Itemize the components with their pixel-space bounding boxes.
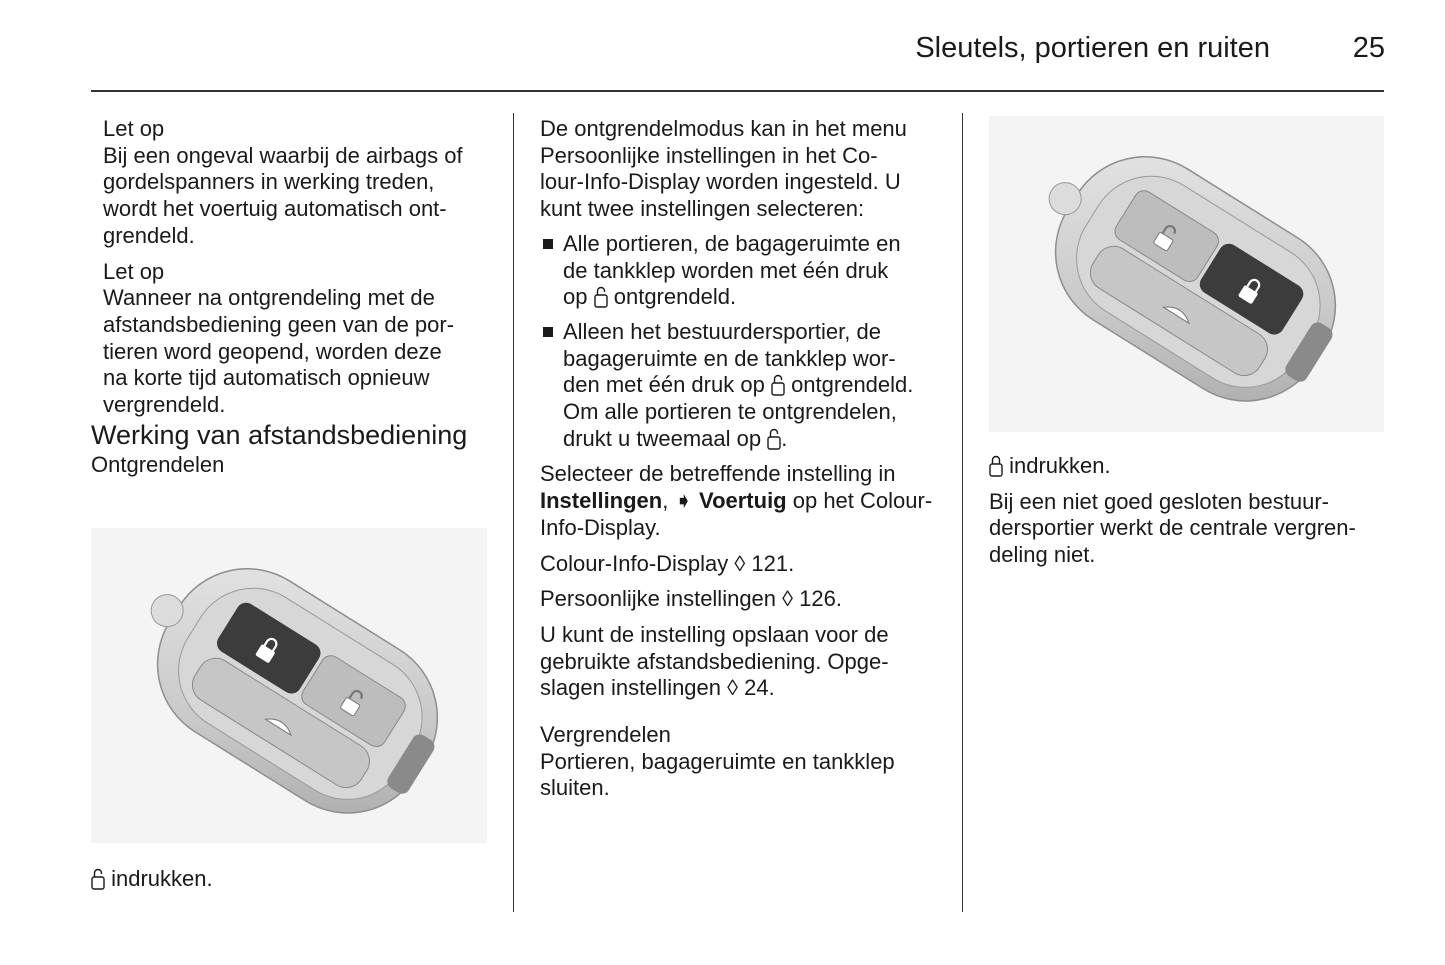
note-line: Wanneer na ontgrendeling met de	[103, 285, 435, 311]
note-line: Bij een ongeval waarbij de airbags of	[103, 142, 463, 168]
paragraph-line: deling niet.	[989, 542, 1096, 568]
page-number: 25	[1352, 32, 1385, 64]
bullet-marker	[543, 327, 553, 337]
column-middle	[540, 116, 940, 802]
unlock-icon	[767, 428, 781, 450]
unlock-icon	[771, 374, 785, 396]
cross-reference: Colour-Info-Display ◊ 121.	[540, 550, 795, 576]
paragraph-line	[540, 488, 940, 515]
paragraph-text: op het Colour-	[786, 488, 933, 514]
bullet-text: den met één druk op	[563, 372, 765, 398]
intro-line: lour-Info-Display worden ingesteld. U	[540, 169, 901, 195]
paragraph-line: Bij een niet goed gesloten bestuur-	[989, 488, 1330, 514]
paragraph-line: Selecteer de betreffende instelling in	[540, 461, 896, 487]
paragraph-line: Info-Display.	[540, 514, 661, 540]
running-header-title: Sleutels, portieren en ruiten	[915, 32, 1270, 64]
bullet-line: bagageruimte en de tankklep wor-	[563, 345, 896, 371]
subheading-lock: Vergrendelen	[540, 722, 671, 748]
paragraph-line: U kunt de instelling opslaan voor de	[540, 621, 889, 647]
bullet-text: .	[781, 425, 788, 451]
note-airbag	[91, 116, 501, 250]
note-line: na korte tijd automatisch opnieuw	[103, 365, 430, 391]
note-line: afstandsbediening geen van de por-	[103, 311, 455, 337]
note-relock	[91, 259, 501, 419]
bullet-text: ontgrendeld.	[613, 284, 737, 310]
menu-path-settings: Instellingen	[540, 488, 663, 514]
bullet-text: drukt u tweemaal op	[563, 425, 762, 451]
column-left	[91, 116, 501, 478]
bullet-line: Alle portieren, de bagageruimte en	[563, 230, 901, 256]
intro-line: Persoonlijke instellingen in het Co-	[540, 142, 878, 168]
bullet-text: ontgrendeld.	[791, 372, 914, 398]
note-heading: Let op	[103, 116, 165, 141]
unlock-icon	[594, 286, 608, 308]
section-heading: Werking van afstandsbediening	[91, 419, 468, 450]
note-line: wordt het voertuig automatisch ont-	[103, 196, 447, 222]
caption-unlock	[91, 866, 213, 893]
note-line: grendeld.	[103, 222, 195, 248]
paragraph-line: slagen instellingen ◊ 24.	[540, 675, 775, 701]
central-locking-note	[989, 489, 1389, 569]
paragraph-line: sluiten.	[540, 775, 610, 801]
bullet-marker	[543, 239, 553, 249]
caption-text: indrukken.	[1009, 453, 1111, 478]
bullet-driver-door	[540, 319, 940, 453]
key-fob-lock-illustration	[989, 116, 1384, 432]
select-setting-paragraph	[540, 461, 940, 541]
note-line: gordelspanners in werking treden,	[103, 169, 435, 195]
bullet-line	[563, 284, 940, 311]
paragraph-line: gebruikte afstandsbediening. Opge-	[540, 648, 889, 674]
bullet-line	[563, 372, 940, 399]
bullet-line	[563, 426, 940, 453]
save-setting-paragraph	[540, 622, 940, 702]
bullet-text: op	[563, 284, 588, 310]
subheading-unlock: Ontgrendelen	[91, 451, 225, 477]
caption-text: indrukken.	[111, 866, 213, 891]
note-heading: Let op	[103, 258, 165, 284]
caption-lock	[989, 453, 1389, 480]
bullet-line: de tankklep worden met één druk	[563, 257, 889, 283]
intro-line: kunt twee instellingen selecteren:	[540, 196, 865, 222]
bullet-line: Om alle portieren te ontgrendelen,	[563, 399, 897, 425]
paragraph-line: dersportier werkt de centrale vergren-	[989, 515, 1356, 541]
lock-icon	[989, 455, 1003, 477]
key-fob-unlock-illustration	[91, 528, 487, 843]
bullet-line: Alleen het bestuurdersportier, de	[563, 318, 881, 344]
cross-reference: Persoonlijke instellingen ◊ 126.	[540, 586, 842, 612]
note-line: vergrendeld.	[103, 392, 226, 418]
note-line: tieren word geopend, worden deze	[103, 338, 442, 364]
column-right	[989, 453, 1389, 569]
column-divider-right	[962, 113, 963, 912]
menu-path-vehicle: Voertuig	[699, 488, 787, 514]
intro-line: De ontgrendelmodus kan in het menu	[540, 116, 907, 141]
column-divider-left	[513, 113, 514, 912]
paragraph-line: Portieren, bagageruimte en tankklep	[540, 748, 895, 774]
header-rule	[91, 90, 1384, 92]
unlock-icon	[91, 868, 105, 890]
menu-path-separator: , ➧	[662, 488, 700, 514]
bullet-all-doors	[540, 231, 940, 311]
